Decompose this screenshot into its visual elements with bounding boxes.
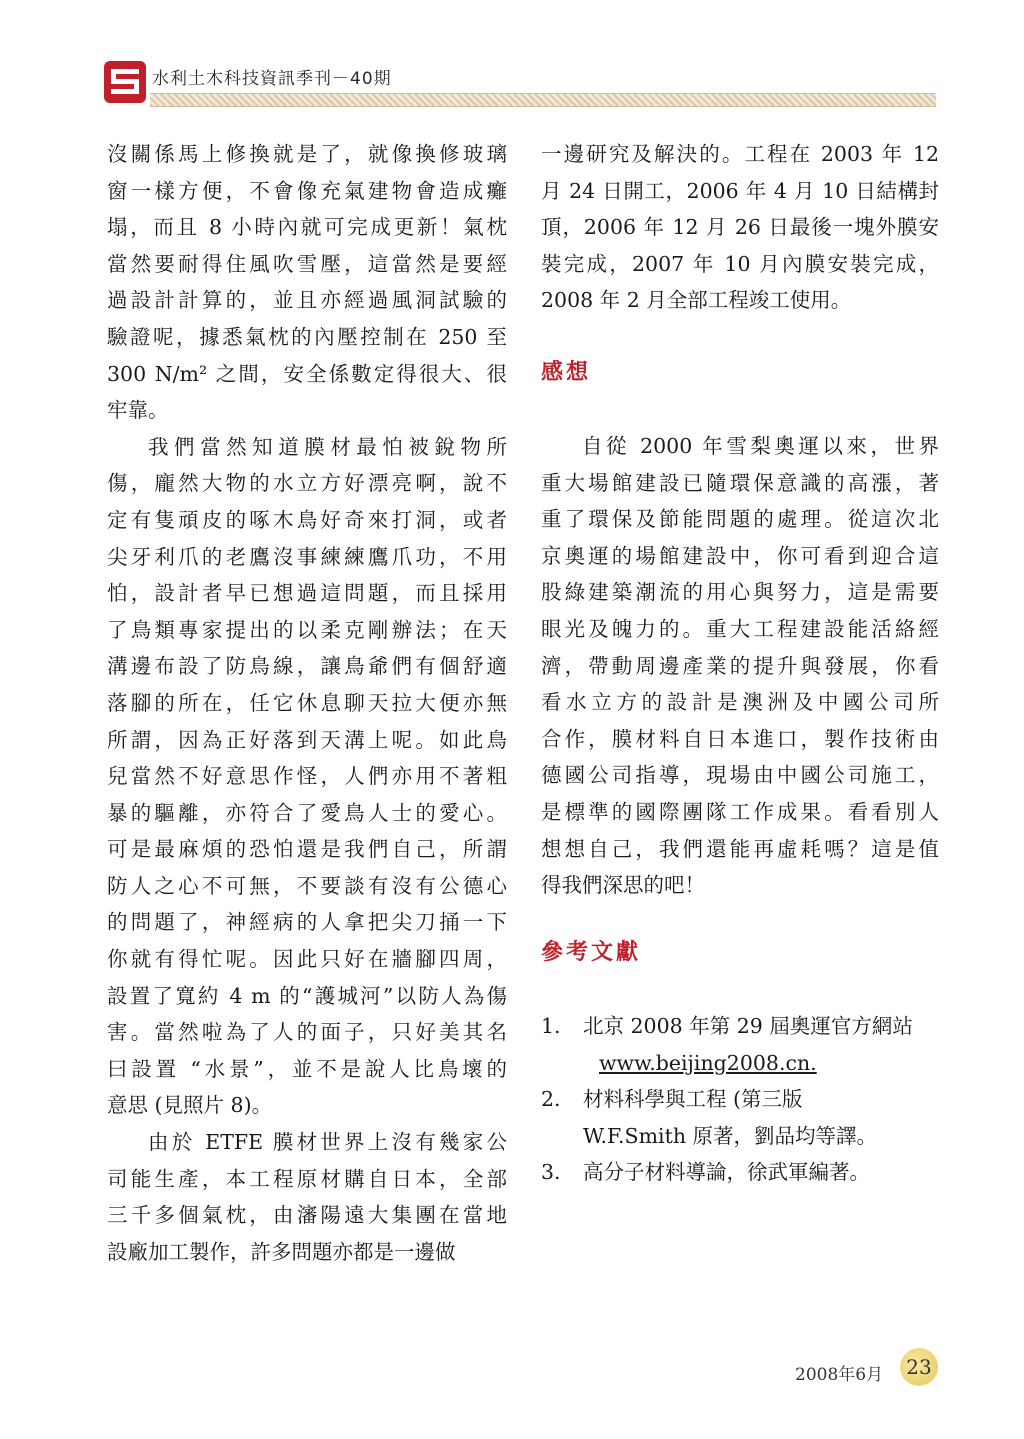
text-line: 害。當然啦為了人的面子，只好美其名 <box>107 1020 507 1045</box>
text-line: 股綠建築潮流的用心與努力，這是需要 <box>541 580 939 605</box>
left-text-column <box>107 136 507 1270</box>
text-line: 兒當然不好意思作怪，人們亦用不著粗 <box>107 764 507 789</box>
text-line: 一邊研究及解決的。工程在 2003 年 12 <box>541 142 939 166</box>
text-line: 眼光及魄力的。重大工程建設能活絡經 <box>541 616 939 641</box>
publication-title: 水利土木科技資訊季刊－40期 <box>152 69 392 89</box>
page-number: 23 <box>900 1348 938 1386</box>
text-line: 2008 年 2 月全部工程竣工使用。 <box>541 288 852 313</box>
section-title-references: 參考文獻 <box>541 940 642 965</box>
text-line: 窗一樣方便，不會像充氣建物會造成癱 <box>107 178 507 203</box>
reference-item-3: 3. 高分子材料導論，徐武軍編著。 <box>541 1160 870 1185</box>
text-line: 尖牙利爪的老鷹沒事練練鷹爪功，不用 <box>107 544 507 569</box>
reference-list: 1. 北京 2008 年第 29 屆奧運官方網站 www.beijing2008.cn. 2. 材料科學與工程 (第三版 W.F.Smith 原著，劉品均等譯。 3. 高分子材料導論，徐武軍編著。 <box>541 1008 941 1191</box>
text-line: 過設計計算的，並且亦經過風洞試驗的 <box>107 288 507 313</box>
text-line: 傷，龐然大物的水立方好漂亮啊，說不 <box>107 471 507 496</box>
text-line: 自從 2000 年雪梨奧運以來，世界 <box>582 434 939 458</box>
text-line: 暴的驅離，亦符合了愛鳥人士的愛心。 <box>107 800 507 825</box>
text-line: 德國公司指導，現場由中國公司施工， <box>541 763 939 788</box>
text-line: 司能生產，本工程原材購自日本，全部 <box>107 1166 507 1191</box>
text-line: 設置了寬約 4 m 的“護城河”以防人為傷 <box>107 983 507 1008</box>
text-line: 月 24 日開工，2006 年 4 月 10 日結構封 <box>541 178 939 203</box>
text-line: 裝完成，2007 年 10 月內膜安裝完成， <box>541 251 939 276</box>
text-line: 所謂，因為正好落到天溝上呢。如此鳥 <box>107 727 507 752</box>
reference-link-beijing2008[interactable]: www.beijing2008.cn. <box>599 1050 817 1075</box>
text-line: 看水立方的設計是澳洲及中國公司所 <box>541 690 939 715</box>
text-line: 溝邊布設了防鳥線，讓鳥爺們有個舒適 <box>107 654 507 679</box>
text-line: 曰設置 “水景”，並不是說人比鳥壞的 <box>107 1056 507 1081</box>
text-line: 可是最麻煩的恐怕還是我們自己，所謂 <box>107 837 507 862</box>
text-line: 濟，帶動周邊產業的提升與發展，你看 <box>541 653 939 678</box>
text-line: 的問題了，神經病的人拿把尖刀捅一下 <box>107 910 507 935</box>
text-line: 牢靠。 <box>107 398 169 423</box>
text-line: 意思 (見照片 8)。 <box>107 1093 273 1118</box>
section-title-reflections: 感想 <box>541 360 592 385</box>
text-line: 三千多個氣枕，由瀋陽遠大集團在當地 <box>107 1203 507 1228</box>
issue-date: 2008年6月 <box>795 1365 884 1385</box>
text-line: 當然要耐得住風吹雪壓，這當然是要經 <box>107 251 507 276</box>
text-line: 設廠加工製作，許多問題亦都是一邊做 <box>107 1239 456 1264</box>
text-line: 合作，膜材料自日本進口，製作技術由 <box>541 726 939 751</box>
header-divider <box>150 93 936 107</box>
right-intro-text <box>541 136 939 319</box>
text-line: 京奧運的場館建設中，你可看到迎合這 <box>541 543 939 568</box>
text-line: 防人之心不可無，不要談有沒有公德心 <box>107 873 507 898</box>
text-line: 重大場館建設已隨環保意識的高漲，著 <box>541 470 939 495</box>
text-line: 定有隻頑皮的啄木鳥好奇來打洞，或者 <box>107 507 507 532</box>
text-line: 我們當然知道膜材最怕被銳物所 <box>148 434 507 459</box>
text-line: 驗證呢，據悉氣枕的內壓控制在 250 至 <box>107 324 507 349</box>
reference-item-2: 2. 材料科學與工程 (第三版 <box>541 1087 803 1112</box>
publication-logo-icon <box>103 60 147 104</box>
text-line: 了鳥類專家提出的以柔克剛辦法；在天 <box>107 617 507 642</box>
text-line: 由於 ETFE 膜材世界上沒有幾家公 <box>148 1130 507 1155</box>
text-line: 得我們深思的吧！ <box>541 873 705 898</box>
text-line: 落腳的所在，任它休息聊天拉大便亦無 <box>107 690 507 715</box>
text-line: 300 N/m² 之間，安全係數定得很大、很 <box>107 361 507 386</box>
reflections-text <box>541 428 939 904</box>
text-line: 重了環保及節能問題的處理。從這次北 <box>541 507 939 532</box>
text-line: 是標準的國際團隊工作成果。看看別人 <box>541 799 939 824</box>
text-line: 想想自己，我們還能再虛耗嗎？這是值 <box>541 836 939 861</box>
text-line: 怕，設計者早已想過這問題，而且採用 <box>107 581 507 606</box>
text-line: 塌，而且 8 小時內就可完成更新！氣枕 <box>107 215 507 240</box>
text-line: 頂，2006 年 12 月 26 日最後一塊外膜安 <box>541 215 939 240</box>
text-line: 沒關係馬上修換就是了，就像換修玻璃 <box>107 142 507 166</box>
text-line: 你就有得忙呢。因此只好在牆腳四周， <box>107 947 507 972</box>
reference-item-1: 1. 北京 2008 年第 29 屆奧運官方網站 <box>541 1014 913 1038</box>
